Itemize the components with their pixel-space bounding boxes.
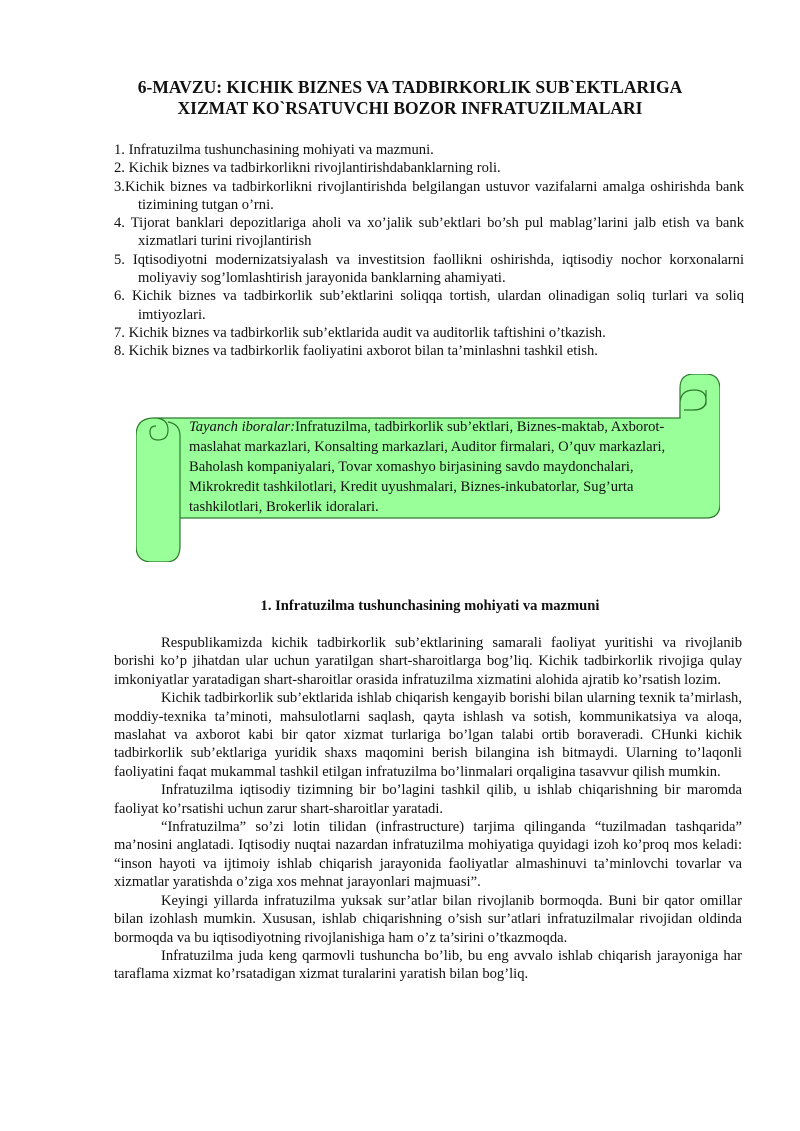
topic-item: 2. Kichik biznes va tadbirkorlikni rivojlantirishdabanklarning roli.	[114, 160, 501, 177]
paragraph: Kichik tadbirkorlik sub’ektlarida ishlab chiqarish kengayib borishi bilan ularning texnik ta’mirlash, moddiy-texnika ta’minoti, mahsulotlarni saqlash, qayta ishlash va sotish, kommunikatsiya va aloqa, maslahat va axborot kabi bir qator xizmat turlariga bo’lgan talabi ortib boraveradi. CHunki kichik tadbirkorlik sub’ektlariga yuridik shaxs maqomini berish bilangina ish bitmaydi. Ularning to’laqonli faoliyatini faqat mukammal tashkil etilgan infratuzilma bo’linmalari orqaligina tasavvur qilish mumkin.	[114, 690, 742, 780]
topic-list	[114, 141, 744, 361]
paragraph: Infratuzilma juda keng qarmovli tushuncha bo’lib, bu eng avvalo ishlab chiqarish jarayoniga har taraflama xizmat ko’rsatadigan xizmat turalarini yaratish bilan bog’liq.	[114, 947, 742, 983]
topic-item: 5. Iqtisodiyotni modernizatsiyalash va investitsion faollikni oshirishda, iqtisodiy nochor korxonalarni moliyaviy sog’lomlashtirish jarayonida banklarning ahamiyati.	[114, 251, 744, 287]
key-terms-scroll	[136, 374, 720, 562]
topic-item: 4. Tijorat banklari depozitlariga aholi va xo’jalik sub’ektlari bo’sh pul mablag’larini jalb etish va bank xizmatlari turini rivojlantirish	[114, 215, 744, 250]
page-title	[100, 77, 720, 119]
body-text	[114, 634, 742, 984]
key-terms-text	[189, 417, 673, 517]
paragraph: Respublikamizda kichik tadbirkorlik sub’ektlarining samarali faoliyat yuritishi va rivojlanib borishi ko’p jihatdan ular uchun yaratilgan shart-sharoitlarga bog’liq. Kichik tadbirkorlik rivojiga qulay imkoniyatlar yaratadigan shart-sharoitlar orasida infratuzilma xizmatini alohida ajratib ko’rsatish lozim.	[114, 635, 742, 688]
key-terms-list: Infratuzilma, tadbirkorlik sub’ektlari, Biznes-maktab, Axborot-maslahat markazlari, Konsalting markazlari, Auditor firmalari, O’quv markazlari, Baholash kompaniyalari, Tovar xomashyo birjasining savdo maydonchalari, Mikrokredit tashkilotlari, Kredit uyushmalari, Biznes-inkubatorlar, Sug’urta tashkilotlari, Brokerlik idoralari.	[189, 419, 666, 515]
topic-item: 3.Kichik biznes va tadbirkorlikni rivojlantirishda belgilangan ustuvor vazifalarni amalga oshirishda bank tizimining tutgan o’rni.	[114, 178, 744, 213]
section-heading: 1. Infratuzilma tushunchasining mohiyati va mazmuni	[260, 598, 600, 614]
paragraph: “Infratuzilma” so’zi lotin tilidan (infrastructure) tarjima qilinganda “tuzilmadan tashqarida” ma’nosini anglatadi. Iqtisodiy nuqtai nazardan infratuzilma mohiyatiga quyidagi izoh ko’proq mos keladi: “inson hayoti va ijtimoiy ishlab chiqarish jarayonida faoliyatlar almashinuvi ta’minlovchi tovarlar va xizmatlar yaratishda o’ziga xos mehnat jarayonlari majmuasi”.	[114, 819, 742, 891]
paragraph: Infratuzilma iqtisodiy tizimning bir bo’lagini tashkil qilib, u ishlab chiqarishning bir maromda faoliyat ko’rsatishi uchun zarur shart-sharoitlar yaratadi.	[114, 782, 742, 817]
topic-item: 1. Infratuzilma tushunchasining mohiyati va mazmuni.	[114, 142, 434, 158]
topic-item: 6. Kichik biznes va tadbirkorlik sub’ektlarini soliqqa tortish, ulardan olinadigan soliq turlari va soliq imtiyozlari.	[114, 288, 744, 323]
title-line-1: 6-MAVZU: KICHIK BIZNES VA TADBIRKORLIK SUB`EKTLARIGA	[137, 77, 683, 97]
topic-item: 8. Kichik biznes va tadbirkorlik faoliyatini axborot bilan ta’minlashni tashkil etish.	[114, 343, 598, 360]
title-line-2: XIZMAT KO`RSATUVCHI BOZOR INFRATUZILMALARI	[177, 98, 643, 118]
topic-item: 7. Kichik biznes va tadbirkorlik sub’ektlarida audit va auditorlik taftishini o’tkazish.	[114, 324, 606, 341]
key-terms-label: Tayanch iboralar:	[189, 419, 296, 435]
paragraph: Keyingi yillarda infratuzilma yuksak sur’atlar bilan rivojlanib bormoqda. Buni bir qator omillar bilan izohlash mumkin. Xususan, ishlab chiqarishning o’sish sur’atlari infratuzilmalar rivojidan oldinda bormoqda va bu iqtisodiyotning rivojlanishiga ham o’z ta’sirini o’tkazmoqda.	[114, 892, 742, 946]
